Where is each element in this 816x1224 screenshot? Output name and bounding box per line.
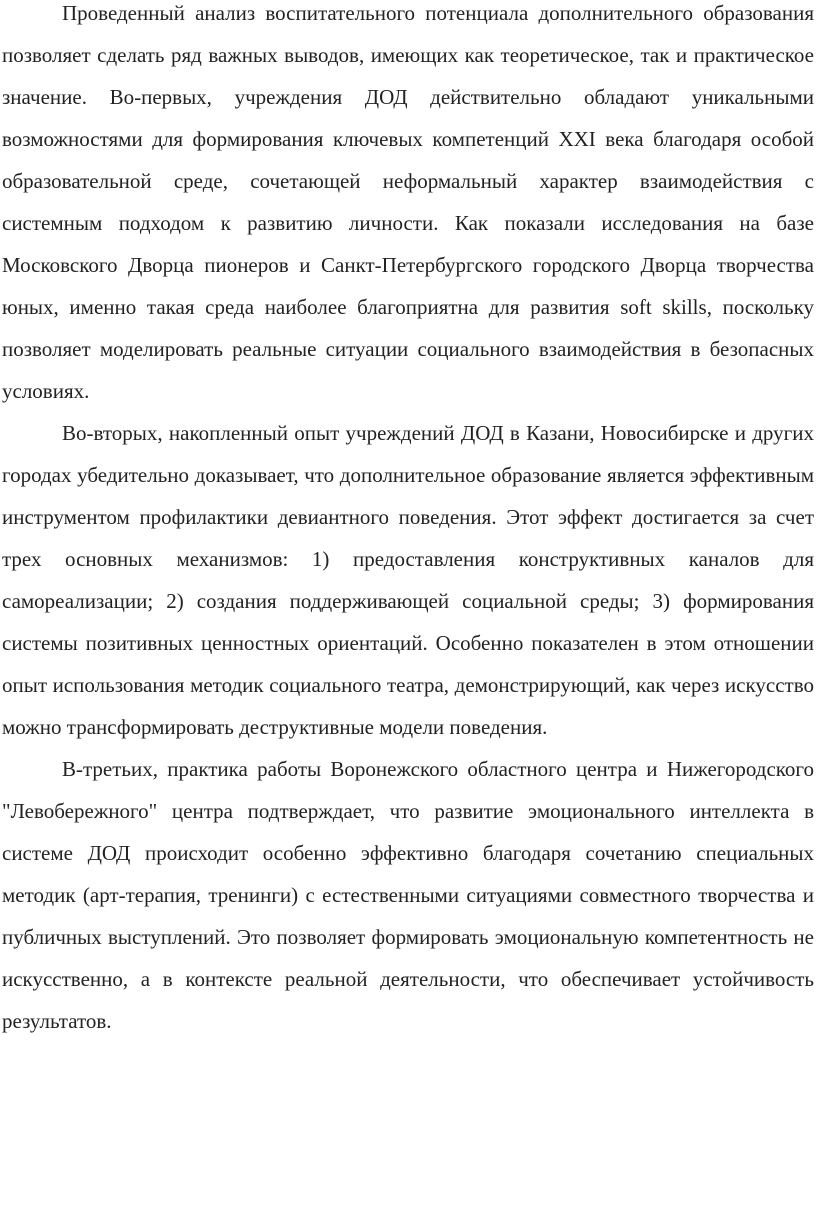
paragraph-second-conclusion: Во-вторых, накопленный опыт учреждений ДОД в Казани, Новосибирске и других городах убедительно доказывает, что дополнительное образование является эффективным инструментом профилактики девиантного поведения. Этот эффект достигается за счет трех основных механизмов: 1) предоставления конструктивных каналов для самореализации; 2) создания поддерживающей социальной среды; 3) формирования системы позитивных ценностных ориентаций. Особенно показателен в этом отношении опыт использования методик социального театра, демонстрирующий, как через искусство можно трансформировать деструктивные модели поведения. (2, 421, 814, 739)
paragraph-third-conclusion: В-третьих, практика работы Воронежского областного центра и Нижегородского "Левобережного" центра подтверждает, что развитие эмоционального интеллекта в системе ДОД происходит особенно эффективно благодаря сочетанию специальных методик (арт-терапия, тренинги) с естественными ситуациями совместного творчества и публичных выступлений. Это позволяет формировать эмоциональную компетентность не искусственно, а в контексте реальной деятельности, что обеспечивает устойчивость результатов. (2, 757, 814, 1033)
paragraph-conclusions-intro: Проведенный анализ воспитательного потенциала дополнительного образования позволяет сделать ряд важных выводов, имеющих как теоретическое, так и практическое значение. Во-первых, учреждения ДОД действительно обладают уникальными возможностями для формирования ключевых компетенций XXI века благодаря особой образовательной среде, сочетающей неформальный характер взаимодействия с системным подходом к развитию личности. Как показали исследования на базе Московского Дворца пионеров и Санкт-Петербургского городского Дворца творчества юных, именно такая среда наиболее благоприятна для развития soft skills, поскольку позволяет моделировать реальные ситуации социального взаимодействия в безопасных условиях. (2, 1, 814, 403)
